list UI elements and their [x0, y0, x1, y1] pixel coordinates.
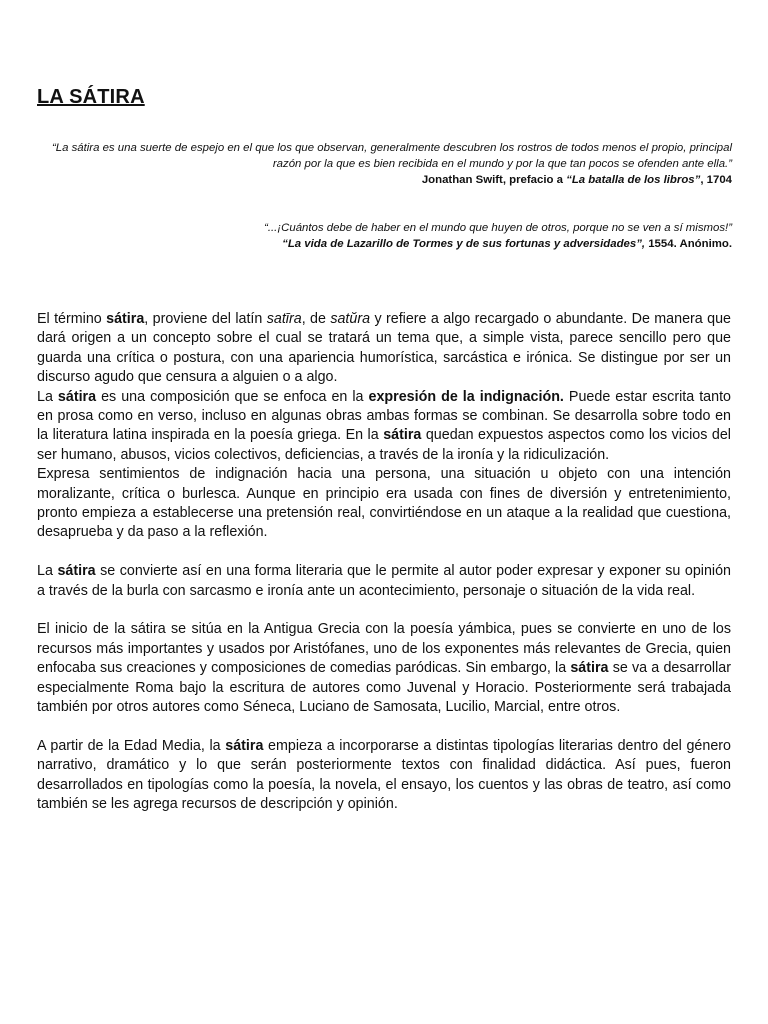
text-run: Puede estar escrita tanto en prosa como en verso, incluso en algunas obras ambas formas se combinan. Se desarrolla sobre todo en la literatura latina inspirada en la poesía griega. En la [37, 388, 732, 444]
text-run: El término [37, 311, 107, 327]
text-run: , proviene del latín [144, 311, 267, 327]
epigraph-swift [40, 140, 732, 188]
bold-term: sátira [57, 388, 97, 405]
text-run: se va a desarrollar especialmente Roma bajo la escritura de autores como Juvenal y Horacio. Posteriormente será trabajada también por otros autores como Séneca, Luciano de Samosata, Lucilio, Marcial, entre otros. [37, 660, 731, 716]
text-run: se convierte así en una forma literaria que le permite al autor poder expresar y exponer su opinión a través de la burla con sarcasmo e ironía ante un acontecimiento, personaje o situación de la vida real. [37, 563, 731, 599]
paragraph-5 [37, 620, 731, 717]
page-title: LA SÁTIRA [37, 86, 145, 108]
text-run: La [37, 563, 58, 580]
italic-term: satīra [266, 311, 302, 327]
text-run: , de [301, 311, 331, 327]
body-text [37, 310, 731, 815]
epigraph-source-author: Jonathan Swift, prefacio a [421, 174, 567, 186]
text-run: A partir de la Edad Media, la [37, 737, 226, 754]
bold-term: sátira [383, 427, 422, 444]
bold-term: sátira [106, 311, 145, 327]
bold-term: expresión de la indignación. [368, 388, 564, 405]
bold-term: sátira [225, 737, 264, 754]
epigraph-quote: “...¡Cuántos debe de haber en el mundo que huyen de otros, porque no se ven a sí mismos!” [264, 222, 732, 234]
epigraph-lazarillo [40, 220, 732, 252]
paragraph-1 [37, 310, 731, 388]
epigraph-source-year: , 1704 [700, 174, 732, 186]
paragraph-2 [37, 388, 731, 466]
epigraph-source [40, 172, 732, 188]
text-run: empieza a incorporarse a distintas tipologías literarias dentro del género narrativo, dramático y lo que serán posteriormente textos con finalidad didáctica. Así pues, fueron desarrollados en tipologías como la poesía, la novela, el ensayo, los cuentos y las obras de teatro, así como también se les agrega recursos de descripción y opinión. [37, 737, 731, 813]
epigraph-source [40, 236, 732, 252]
epigraph-source-work: “La batalla de los libros” [566, 174, 701, 186]
paragraph-6 [37, 737, 731, 815]
epigraph-source-year: 1554. Anónimo. [645, 238, 732, 250]
epigraph-source-work: “La vida de Lazarillo de Tormes y de sus fortunas y adversidades”, [282, 238, 646, 250]
italic-term: satŭra [330, 311, 371, 327]
text-run: y refiere a algo recargado o abundante. De manera que dará origen a un concepto sobre el cual se tratará un tema que, a simple vista, parece sencillo pero que guarda una crítica o postura, con una apariencia humorística, sarcástica e irónica. Se distingue por ser un discurso agudo que censura a alguien o a algo. [37, 311, 731, 386]
paragraph-3: Expresa sentimientos de indignación hacia una persona, una situación u objeto con una intención moralizante, crítica o burlesca. Aunque en principio era usada con fines de diversión y entretenimiento, pronto empieza a establecerse una pretensión real, convirtiéndose en un ataque a la realidad que cuestiona, desaprueba y da paso a la reflexión. [37, 466, 731, 541]
text-run: es una composición que se enfoca en la [96, 388, 369, 405]
epigraph-quote: “La sátira es una suerte de espejo en el que los que observan, generalmente descubren los rostros de todos menos el propio, principal razón por la que es bien recibida en el mundo y por la que tan pocos se ofenden ante ella.” [51, 142, 732, 170]
bold-term: sátira [57, 563, 96, 580]
text-run: quedan expuestos aspectos como los vicios del ser humano, abusos, vicios colectivos, deficiencias, a través de la ironía y la ridiculización. [37, 427, 731, 463]
text-run: El inicio de la sátira se sitúa en la Antigua Grecia con la poesía yámbica, pues se convierte en uno de los recursos más importantes y usados por Aristófanes, uno de los exponentes más relevantes de Grecia, quien enfocaba sus creaciones y composiciones de comedias paródicas. Sin embargo, la [37, 621, 731, 677]
bold-term: sátira [570, 660, 609, 677]
paragraph-4 [37, 562, 731, 601]
text-run: La [37, 388, 58, 405]
